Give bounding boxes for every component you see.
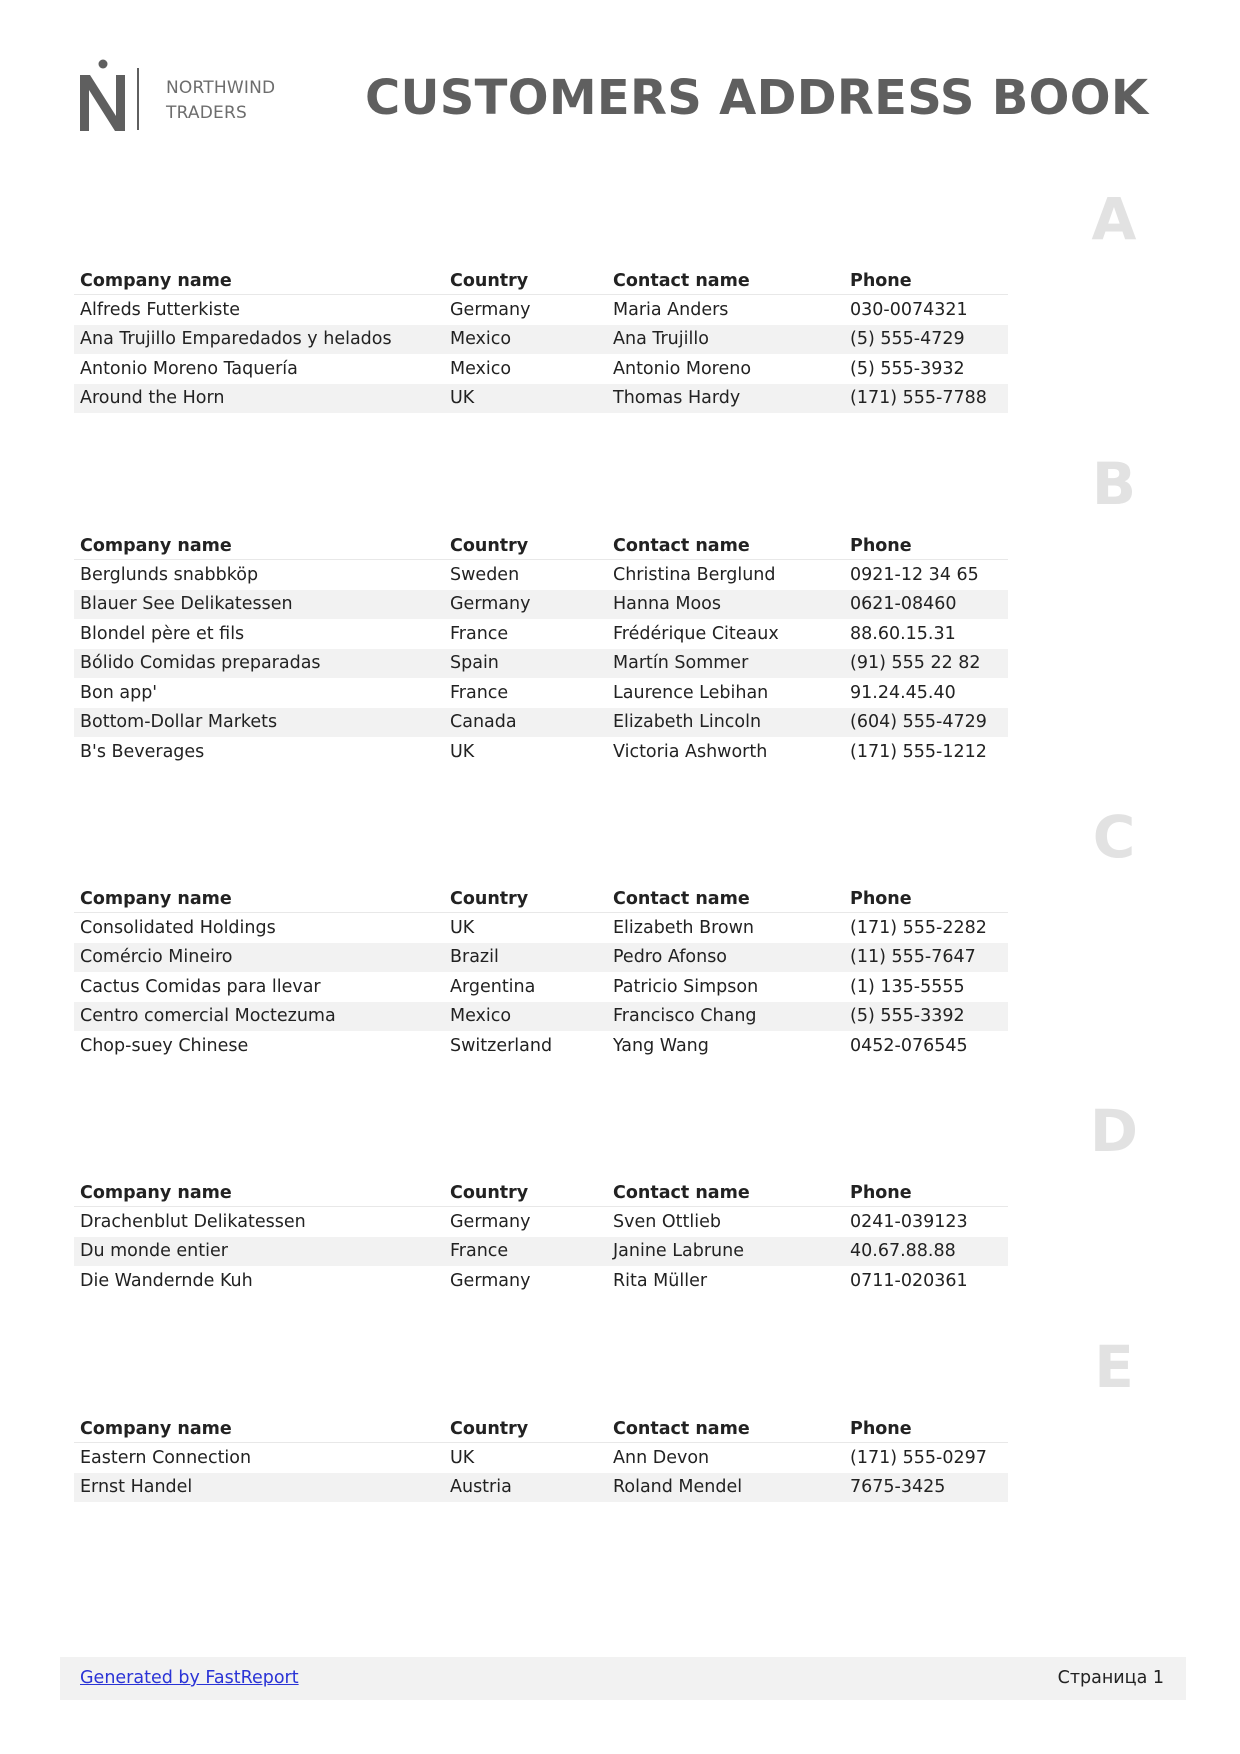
page-number: Страница 1 xyxy=(1057,1668,1164,1688)
phone-header: Phone xyxy=(844,880,1008,913)
phone-cell: 0452-076545 xyxy=(850,1035,968,1056)
country-cell: Germany xyxy=(450,1270,531,1291)
company-name-header: Company name xyxy=(74,1410,444,1443)
country-cell: Spain xyxy=(444,649,607,679)
table-row xyxy=(74,649,1008,679)
contact-name-cell: Laurence Lebihan xyxy=(613,682,769,703)
phone-cell: 88.60.15.31 xyxy=(850,623,956,644)
table-header-row xyxy=(74,527,1008,560)
table-header-row xyxy=(74,880,1008,913)
company-name-header: Company name xyxy=(74,880,444,913)
phone-cell: 91.24.45.40 xyxy=(850,682,956,703)
table-row xyxy=(74,1266,1008,1296)
contact-name-cell: Patricio Simpson xyxy=(613,976,759,997)
section-letter-c: C xyxy=(1092,803,1136,871)
country-header: Country xyxy=(444,1174,607,1207)
phone-cell: 0711-020361 xyxy=(850,1270,968,1291)
table-row xyxy=(74,1237,1008,1267)
section-letter-e: E xyxy=(1094,1333,1134,1401)
phone-cell: (171) 555-0297 xyxy=(850,1447,987,1468)
phone-cell: (5) 555-3932 xyxy=(850,358,965,379)
phone-cell: 0621-08460 xyxy=(844,590,1008,620)
table-row xyxy=(74,1002,1008,1032)
table-row xyxy=(74,619,1008,649)
company-name-cell: Consolidated Holdings xyxy=(80,917,276,938)
table-row xyxy=(74,560,1008,590)
section-letter-b: B xyxy=(1091,450,1137,518)
contact-name-cell: Christina Berglund xyxy=(613,564,776,585)
country-header: Country xyxy=(444,880,607,913)
company-name-cell: Die Wandernde Kuh xyxy=(80,1270,253,1291)
country-cell: France xyxy=(444,1237,607,1267)
company-name-cell: Bon app' xyxy=(80,682,158,703)
country-cell: Mexico xyxy=(450,358,512,379)
table-row xyxy=(74,1207,1008,1237)
country-header: Country xyxy=(444,262,607,295)
company-name-cell: Blauer See Delikatessen xyxy=(74,590,444,620)
contact-name-header: Contact name xyxy=(607,527,844,560)
report-header xyxy=(78,58,1178,138)
contact-name-header: Contact name xyxy=(607,1174,844,1207)
company-name-cell: Blondel père et fils xyxy=(80,623,245,644)
phone-cell: (91) 555 22 82 xyxy=(844,649,1008,679)
page-title: CUSTOMERS ADDRESS BOOK xyxy=(365,70,1149,126)
contact-name-cell: Roland Mendel xyxy=(607,1473,844,1503)
table-row xyxy=(74,295,1008,325)
table-row xyxy=(74,972,1008,1002)
customers-table-d xyxy=(74,1174,1008,1296)
contact-name-cell: Yang Wang xyxy=(613,1035,709,1056)
company-name-header: Company name xyxy=(74,1174,444,1207)
customers-table-b xyxy=(74,527,1008,767)
country-cell: Germany xyxy=(450,1211,531,1232)
phone-header: Phone xyxy=(844,527,1008,560)
contact-name-cell: Antonio Moreno xyxy=(613,358,752,379)
contact-name-header: Contact name xyxy=(607,880,844,913)
country-cell: UK xyxy=(450,1447,475,1468)
phone-cell: 0241-039123 xyxy=(850,1211,968,1232)
contact-name-cell: Frédérique Citeaux xyxy=(613,623,779,644)
phone-cell: 7675-3425 xyxy=(844,1473,1008,1503)
company-name-cell: Drachenblut Delikatessen xyxy=(80,1211,306,1232)
country-cell: UK xyxy=(450,741,475,762)
table-row xyxy=(74,1473,1008,1503)
company-name-cell: Chop-suey Chinese xyxy=(80,1035,249,1056)
country-cell: Argentina xyxy=(450,976,536,997)
table-header-row xyxy=(74,262,1008,295)
country-header: Country xyxy=(444,1410,607,1443)
brand-line-2: TRADERS xyxy=(166,103,247,123)
country-cell: Switzerland xyxy=(450,1035,553,1056)
table-row xyxy=(74,325,1008,355)
company-name-cell: Du monde entier xyxy=(74,1237,444,1267)
phone-cell: (171) 555-1212 xyxy=(850,741,987,762)
brand-line-1: NORTHWIND xyxy=(166,78,276,98)
country-cell: France xyxy=(450,682,509,703)
fastreport-link[interactable]: Generated by FastReport xyxy=(80,1668,299,1688)
company-name-cell: Eastern Connection xyxy=(80,1447,252,1468)
contact-name-cell: Elizabeth Lincoln xyxy=(607,708,844,738)
country-cell: Canada xyxy=(444,708,607,738)
brand-name xyxy=(166,76,275,126)
phone-cell: 030-0074321 xyxy=(850,299,968,320)
country-cell: Brazil xyxy=(444,943,607,973)
table-row xyxy=(74,913,1008,943)
phone-cell: 0921-12 34 65 xyxy=(850,564,979,585)
company-name-cell: Ernst Handel xyxy=(74,1473,444,1503)
phone-header: Phone xyxy=(844,262,1008,295)
section-letter-d: D xyxy=(1089,1097,1139,1165)
table-row xyxy=(74,708,1008,738)
table-row xyxy=(74,354,1008,384)
phone-cell: (5) 555-3392 xyxy=(844,1002,1008,1032)
contact-name-cell: Hanna Moos xyxy=(607,590,844,620)
country-cell: Germany xyxy=(450,299,531,320)
table-row xyxy=(74,737,1008,767)
country-cell: Mexico xyxy=(444,1002,607,1032)
table-row xyxy=(74,590,1008,620)
table-row xyxy=(74,943,1008,973)
table-row xyxy=(74,678,1008,708)
contact-name-cell: Ana Trujillo xyxy=(607,325,844,355)
company-name-cell: Bólido Comidas preparadas xyxy=(74,649,444,679)
company-name-cell: Centro comercial Moctezuma xyxy=(74,1002,444,1032)
phone-header: Phone xyxy=(844,1174,1008,1207)
country-cell: Mexico xyxy=(444,325,607,355)
company-name-cell: Berglunds snabbköp xyxy=(80,564,259,585)
phone-cell: (5) 555-4729 xyxy=(844,325,1008,355)
contact-name-cell: Victoria Ashworth xyxy=(613,741,768,762)
phone-cell: (1) 135-5555 xyxy=(850,976,965,997)
contact-name-header: Contact name xyxy=(607,1410,844,1443)
page-footer xyxy=(60,1657,1186,1700)
company-name-cell: Cactus Comidas para llevar xyxy=(80,976,321,997)
company-name-header: Company name xyxy=(74,262,444,295)
company-name-cell: Around the Horn xyxy=(74,384,444,414)
country-cell: France xyxy=(450,623,509,644)
contact-name-cell: Rita Müller xyxy=(613,1270,708,1291)
company-name-cell: Comércio Mineiro xyxy=(74,943,444,973)
table-row xyxy=(74,384,1008,414)
company-name-header: Company name xyxy=(74,527,444,560)
company-name-cell: Antonio Moreno Taquería xyxy=(80,358,298,379)
phone-cell: (171) 555-7788 xyxy=(844,384,1008,414)
table-header-row xyxy=(74,1174,1008,1207)
country-header: Country xyxy=(444,527,607,560)
contact-name-header: Contact name xyxy=(607,262,844,295)
section-letter-a: A xyxy=(1091,185,1137,253)
contact-name-cell: Sven Ottlieb xyxy=(613,1211,721,1232)
table-row xyxy=(74,1031,1008,1061)
contact-name-cell: Maria Anders xyxy=(613,299,729,320)
company-name-cell: Bottom-Dollar Markets xyxy=(74,708,444,738)
phone-cell: (11) 555-7647 xyxy=(844,943,1008,973)
customers-table-a xyxy=(74,262,1008,413)
country-cell: Austria xyxy=(444,1473,607,1503)
table-header-row xyxy=(74,1410,1008,1443)
table-row xyxy=(74,1443,1008,1473)
country-cell: UK xyxy=(444,384,607,414)
phone-header: Phone xyxy=(844,1410,1008,1443)
phone-cell: 40.67.88.88 xyxy=(844,1237,1008,1267)
phone-cell: (604) 555-4729 xyxy=(844,708,1008,738)
country-cell: Sweden xyxy=(450,564,520,585)
contact-name-cell: Elizabeth Brown xyxy=(613,917,755,938)
company-name-cell: B's Beverages xyxy=(80,741,205,762)
northwind-logo-icon xyxy=(78,58,140,136)
customers-table-c xyxy=(74,880,1008,1061)
phone-cell: (171) 555-2282 xyxy=(850,917,987,938)
contact-name-cell: Pedro Afonso xyxy=(607,943,844,973)
country-cell: Germany xyxy=(444,590,607,620)
contact-name-cell: Martín Sommer xyxy=(607,649,844,679)
company-name-cell: Alfreds Futterkiste xyxy=(80,299,240,320)
contact-name-cell: Ann Devon xyxy=(613,1447,710,1468)
contact-name-cell: Thomas Hardy xyxy=(607,384,844,414)
contact-name-cell: Janine Labrune xyxy=(607,1237,844,1267)
country-cell: UK xyxy=(450,917,475,938)
contact-name-cell: Francisco Chang xyxy=(607,1002,844,1032)
company-name-cell: Ana Trujillo Emparedados y helados xyxy=(74,325,444,355)
customers-table-e xyxy=(74,1410,1008,1502)
